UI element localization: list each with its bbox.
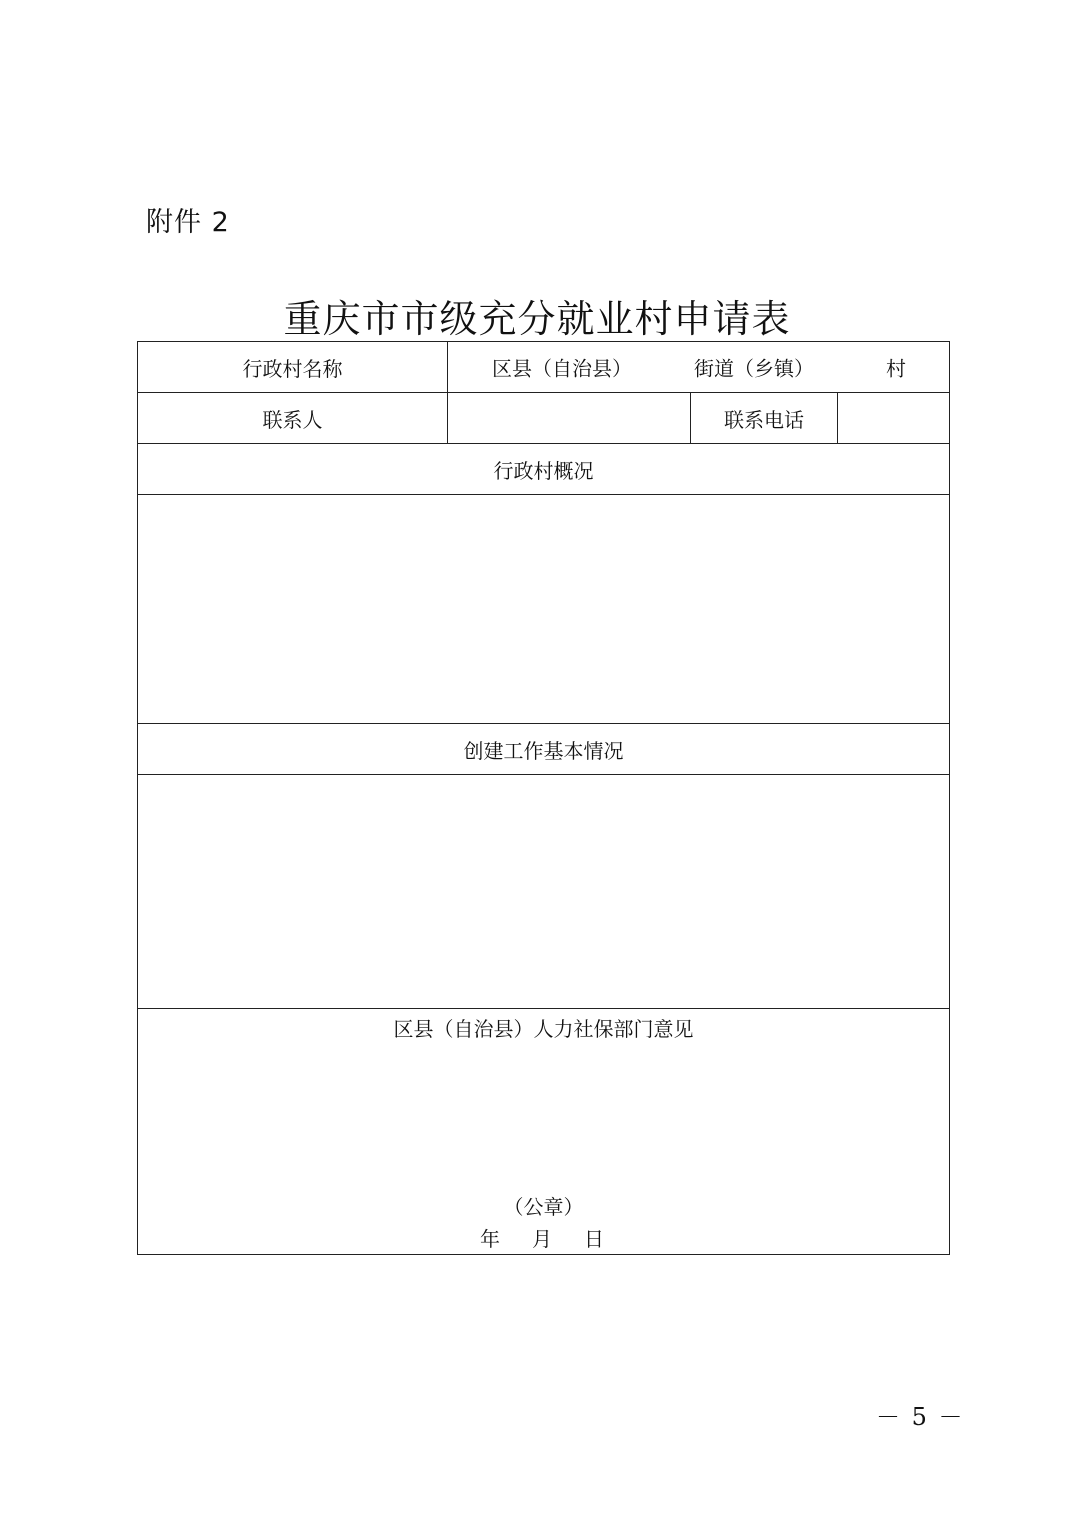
village-suffix: 村	[886, 356, 906, 381]
attachment-label: 附件 2	[146, 207, 230, 238]
contact-field[interactable]	[448, 393, 691, 444]
village-name-label: 行政村名称	[138, 342, 448, 393]
creation-field[interactable]	[138, 775, 950, 1009]
village-location-field[interactable]	[448, 342, 950, 393]
contact-label: 联系人	[138, 393, 448, 444]
date-year: 年	[480, 1227, 500, 1252]
date-line	[480, 1223, 604, 1252]
overview-label: 行政村概况	[138, 444, 950, 495]
application-form	[137, 341, 950, 1255]
creation-label: 创建工作基本情况	[138, 724, 950, 775]
seal-label: （公章）	[503, 1195, 584, 1220]
opinion-field[interactable]	[138, 1009, 950, 1255]
page-number: － 5 －	[876, 1403, 965, 1431]
date-day: 日	[584, 1227, 604, 1252]
street-label: 街道（乡镇）	[694, 356, 814, 381]
date-month: 月	[532, 1227, 552, 1252]
page-title: 重庆市市级充分就业村申请表	[283, 297, 791, 341]
overview-field[interactable]	[138, 495, 950, 724]
opinion-label: 区县（自治县）人力社保部门意见	[393, 1017, 694, 1042]
phone-label: 联系电话	[691, 393, 838, 444]
phone-field[interactable]	[838, 393, 950, 444]
district-label: 区县（自治县）	[492, 356, 632, 381]
